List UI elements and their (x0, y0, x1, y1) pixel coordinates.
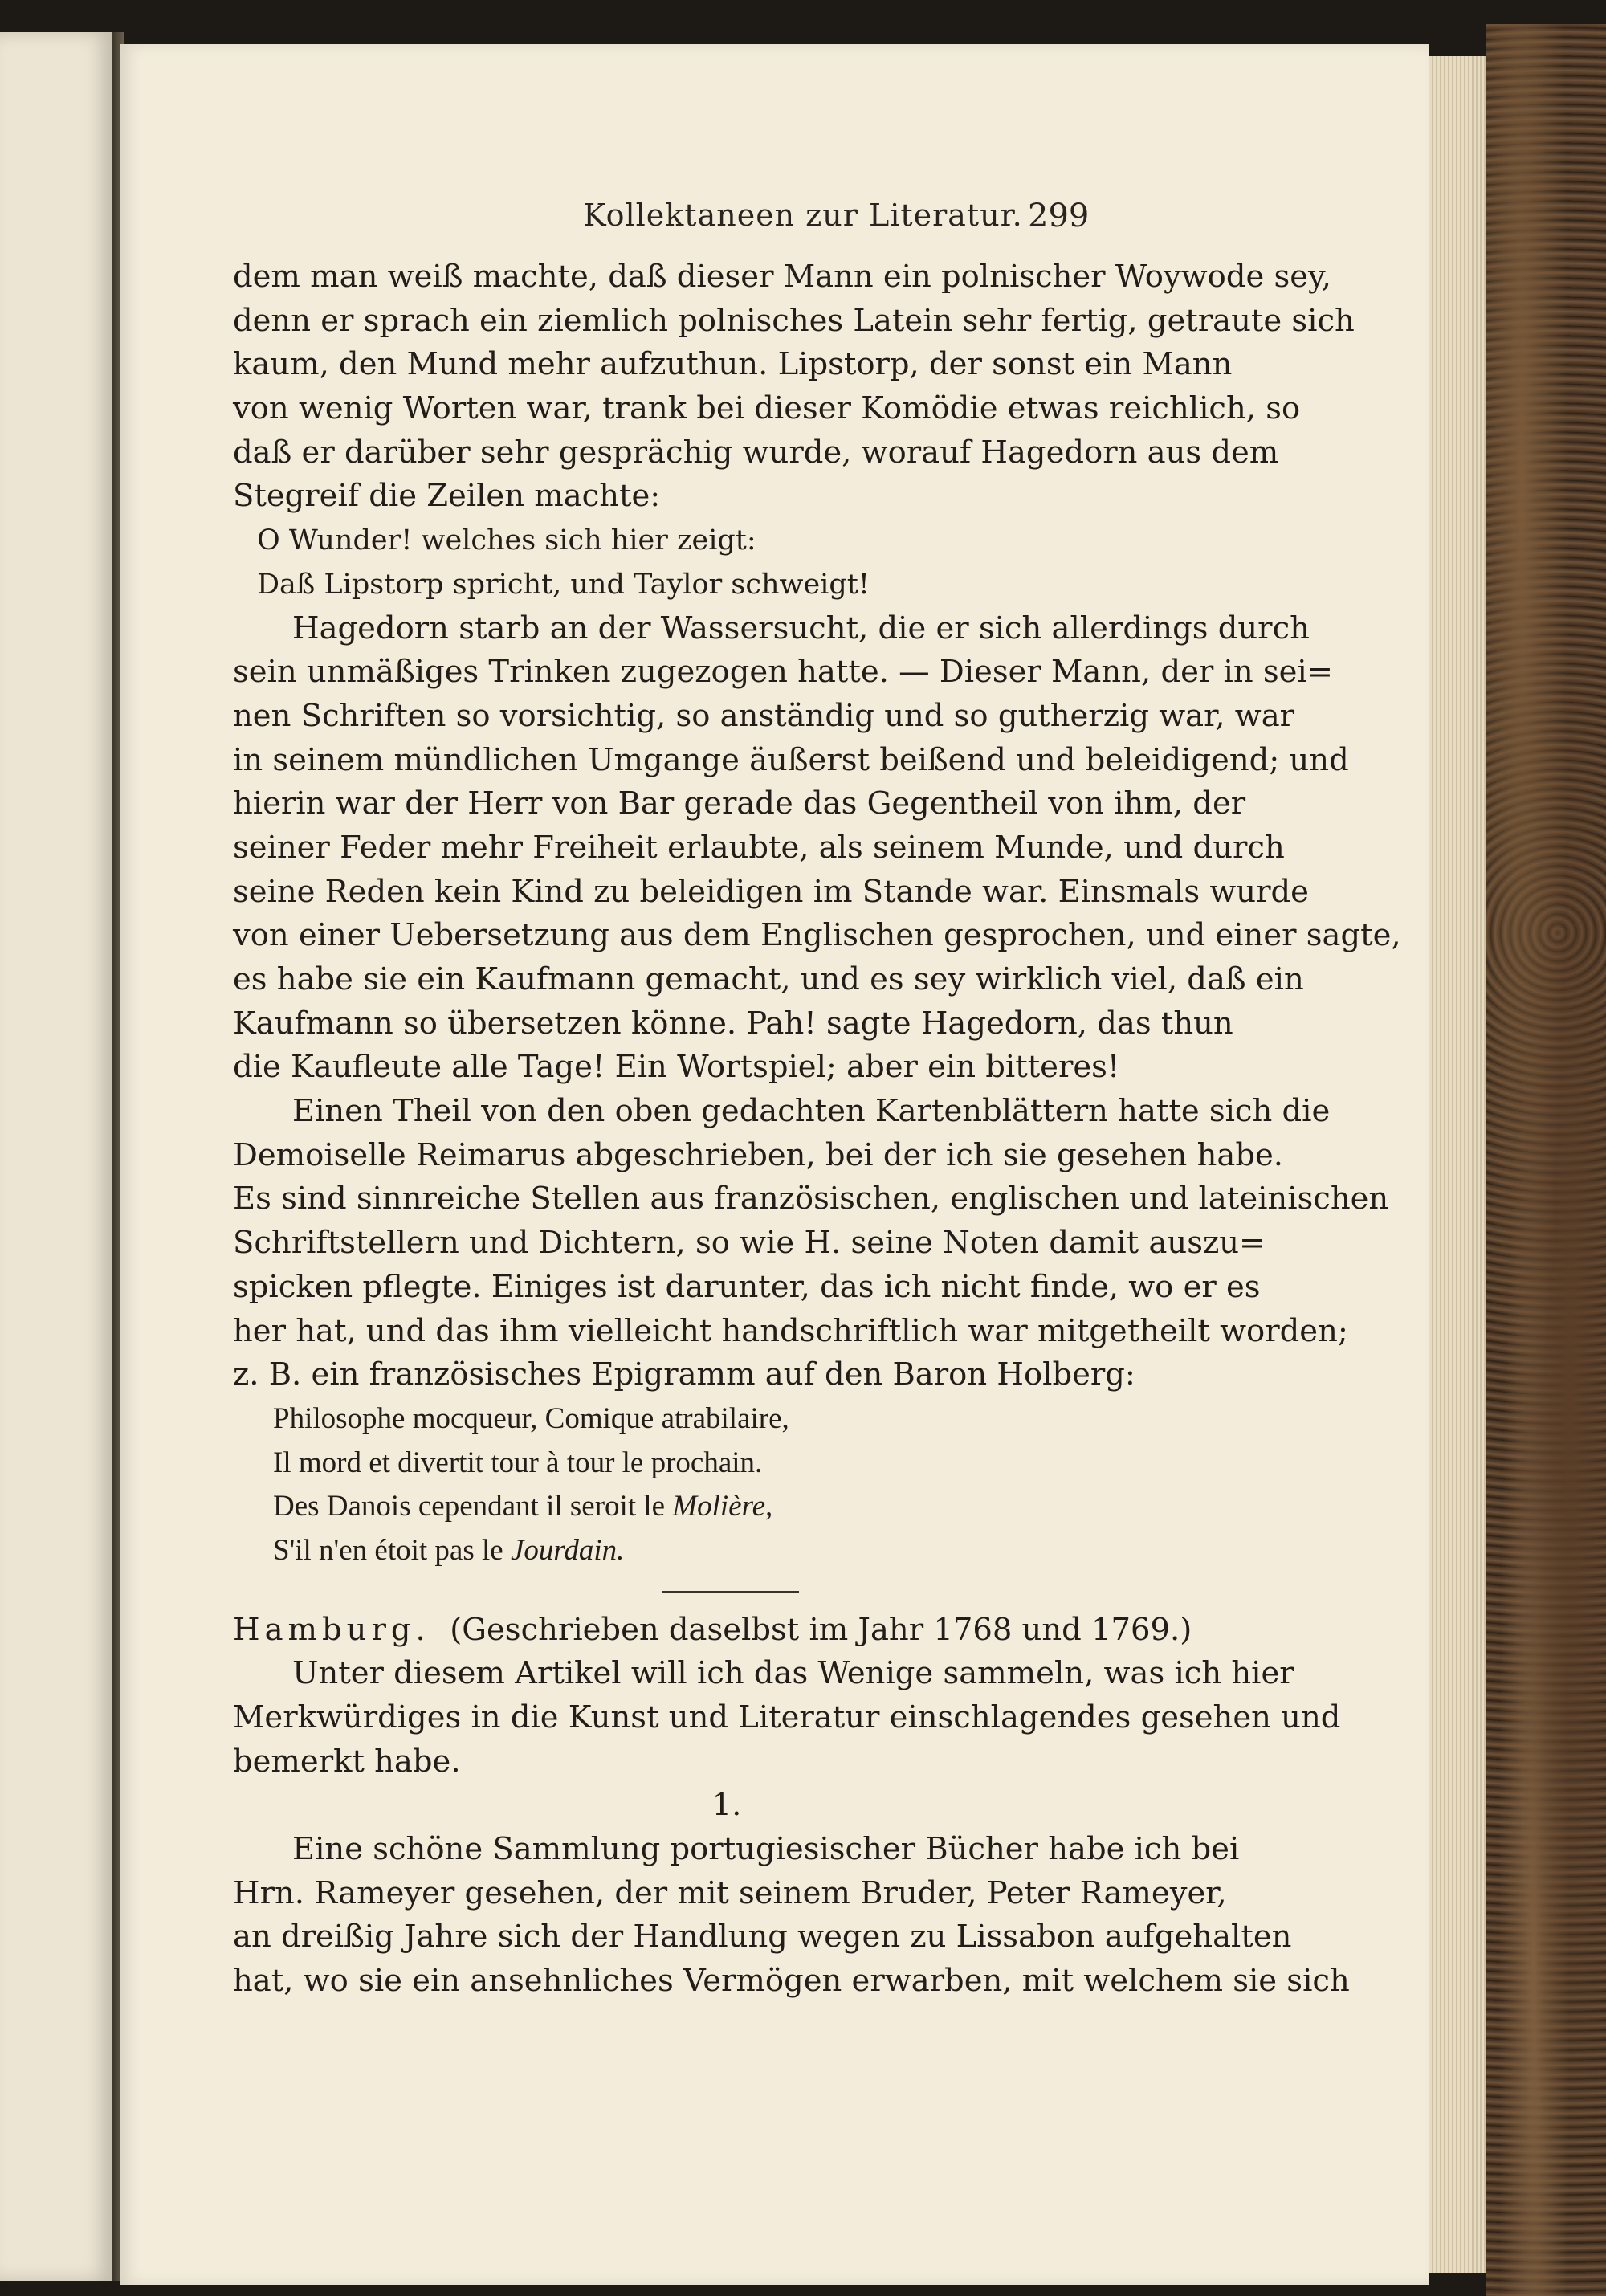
section-divider (233, 1573, 1221, 1609)
page-number: 299 (1028, 198, 1090, 234)
text-line: in seinem mündlichen Umgange äußerst beißend und beleidigend; und (233, 741, 1349, 778)
epigram-text: Des Danois cependant il seroit le (273, 1490, 666, 1523)
text-line: Kaufmann so übersetzen könne. Pah! sagte Hagedorn, das thun (233, 1005, 1233, 1042)
text-line: Hrn. Rameyer gesehen, der mit seinem Bruder, Peter Rameyer, (233, 1874, 1227, 1911)
page-body (233, 255, 1401, 2004)
text-line: es habe sie ein Kaufmann gemacht, und es sey wirklich viel, daß ein (233, 961, 1304, 997)
text-line: von wenig Worten war, trank bei dieser Komödie etwas reichlich, so (233, 390, 1301, 427)
text-line: sein unmäßiges Trinken zugezogen hatte. — Dieser Mann, der in sei= (233, 654, 1333, 691)
text-line: dem man weiß machte, daß dieser Mann ein polnischer Woywode sey, (233, 259, 1331, 295)
text-line: kaum, den Mund mehr aufzuthun. Lipstorp, der sonst ein Mann (233, 346, 1233, 383)
epigram-text: S'il n'en étoit pas le (273, 1533, 503, 1567)
text-line: Schriftstellern und Dichtern, so wie H. seine Noten damit auszu= (233, 1225, 1266, 1262)
text-line: denn er sprach ein ziemlich polnisches Latein sehr fertig, getraute sich (233, 302, 1355, 339)
text-line: Stegreif die Zeilen machte: (233, 478, 661, 515)
text-line: Merkwürdiges in die Kunst und Literatur einschlagendes gesehen und (233, 1699, 1341, 1735)
section-number: 1. (711, 1787, 742, 1824)
text-line: seiner Feder mehr Freiheit erlaubte, als seinem Munde, und durch (233, 829, 1285, 866)
text-line: daß er darüber sehr gesprächig wurde, worauf Hagedorn aus dem (233, 434, 1279, 471)
verse-line: O Wunder! welches sich hier zeigt: (257, 524, 756, 557)
text-line: hat, wo sie ein ansehnliches Vermögen erwarben, mit welchem sie sich (233, 1963, 1350, 2000)
text-line: Einen Theil von den oben gedachten Kartenblättern hatte sich die (292, 1093, 1331, 1130)
text-line: Unter diesem Artikel will ich das Wenige sammeln, was ich hier (292, 1655, 1294, 1692)
epigram-name-moliere: Molière, (672, 1490, 773, 1523)
text-line: Demoiselle Reimarus abgeschrieben, bei der ich sie gesehen habe. (233, 1136, 1283, 1173)
text-line: z. B. ein französisches Epigramm auf den Baron Holberg: (233, 1356, 1135, 1393)
section-place: Hamburg. (233, 1611, 430, 1648)
text-line: die Kaufleute alle Tage! Ein Wortspiel; aber ein bitteres! (233, 1049, 1120, 1086)
epigram-line (233, 1485, 1221, 1529)
section-heading (233, 1609, 1221, 1653)
running-title: Kollektaneen zur Literatur. (583, 198, 1023, 233)
epigram-line: Il mord et divertit tour à tour le prochain. (273, 1446, 763, 1479)
verse-line: Daß Lipstorp spricht, und Taylor schweigt! (257, 568, 870, 601)
text-line: Hagedorn starb an der Wassersucht, die er sich allerdings durch (292, 610, 1310, 646)
text-line: spicken pflegte. Einiges ist darunter, das ich nicht finde, wo er es (233, 1268, 1261, 1305)
text-line: Es sind sinnreiche Stellen aus französischen, englischen und lateinischen (233, 1181, 1389, 1217)
page-block-edges (1429, 56, 1486, 2273)
epigram-line: Philosophe mocqueur, Comique atrabilaire, (273, 1401, 789, 1435)
marbled-cover (1486, 24, 1606, 2296)
section-note: (Geschrieben daselbst im Jahr 1768 und 1769.) (450, 1611, 1192, 1648)
text-line: von einer Uebersetzung aus dem Englischen gesprochen, und einer sagte, (233, 917, 1401, 954)
text-line: seine Reden kein Kind zu beleidigen im Stande war. Einsmals wurde (233, 873, 1309, 910)
text-line: hierin war der Herr von Bar gerade das Gegentheil von ihm, der (233, 785, 1246, 822)
epigram-line (233, 1529, 1221, 1573)
text-line: an dreißig Jahre sich der Handlung wegen zu Lissabon aufgehalten (233, 1919, 1292, 1955)
text-line: nen Schriften so vorsichtig, so anständig und so gutherzig war, war (233, 697, 1295, 734)
previous-page-edge (0, 32, 114, 2281)
text-line: Eine schöne Sammlung portugiesischer Bücher habe ich bei (292, 1831, 1240, 1868)
text-line: bemerkt habe. (233, 1743, 461, 1780)
epigram-name-jourdain: Jourdain. (510, 1533, 625, 1567)
text-line: her hat, und das ihm vielleicht handschriftlich war mitgetheilt worden; (233, 1312, 1348, 1349)
page-header (0, 198, 1606, 238)
